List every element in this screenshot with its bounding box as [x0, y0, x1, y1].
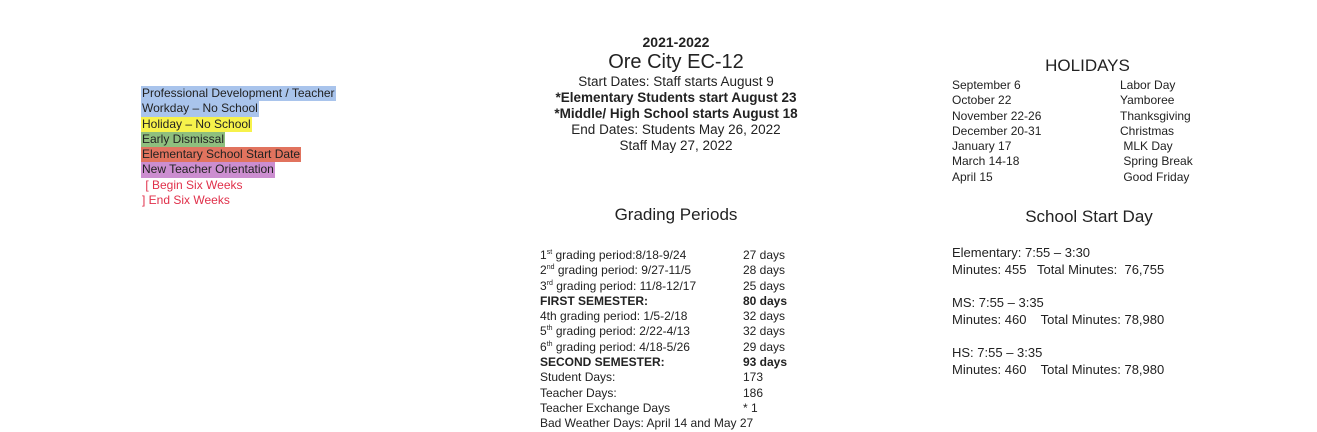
grading-periods-title: Grading Periods: [614, 205, 738, 224]
grading-row: [540, 370, 764, 385]
grading-row-label: [540, 279, 696, 294]
holiday-date: September 6: [952, 78, 1021, 92]
school-start-block: [952, 245, 1164, 278]
holiday-name: Spring Break: [1120, 154, 1193, 169]
holiday-name: Christmas: [1120, 123, 1175, 138]
grading-row-number: 6: [540, 339, 547, 354]
grading-row-label: [540, 340, 690, 355]
grading-periods-list: [540, 248, 788, 432]
legend-label: Workday – No School: [142, 101, 258, 116]
legend-item-end-six-weeks: [141, 193, 381, 208]
legend-item-workday: [141, 101, 381, 116]
legend-label: [ Begin Six Weeks: [142, 177, 243, 192]
end-dates: End Dates: Students May 26, 2022: [571, 122, 781, 137]
grading-row: [540, 339, 786, 355]
grading-row-suffix: th: [546, 340, 553, 348]
grading-row-value: 28 days: [743, 263, 786, 278]
legend-item-early-dismissal: [141, 132, 381, 147]
grading-row-value: 32 days: [743, 324, 786, 339]
grading-row-suffix: th: [546, 325, 553, 333]
grading-row: [540, 309, 786, 324]
school-start-block: [952, 345, 1164, 378]
grading-row-label: FIRST SEMESTER:: [540, 293, 649, 308]
grading-row-text: grading period: 9/27-11/5: [554, 263, 692, 278]
grading-row-value: 186: [743, 385, 764, 400]
holiday-row: [952, 124, 1212, 139]
elementary-start: *Elementary Students start August 23: [555, 90, 797, 105]
grading-row: [540, 293, 788, 309]
legend-label: Holiday – No School: [142, 116, 251, 131]
grading-row-text: grading period:8/18-9/24: [552, 248, 687, 262]
grading-row-label: Teacher Exchange Days: [540, 400, 671, 415]
grading-row-suffix: st: [546, 249, 553, 256]
holiday-date: October 22: [952, 93, 1012, 108]
grading-row-suffix: nd: [546, 264, 555, 272]
grading-row: [540, 385, 764, 401]
grading-row: [540, 278, 786, 294]
holiday-name: Good Friday: [1120, 169, 1190, 184]
holiday-date: December 20-31: [952, 123, 1042, 138]
school-start-hours: HS: 7:55 – 3:35: [952, 345, 1043, 360]
start-dates: Start Dates: Staff starts August 9: [578, 74, 774, 89]
school-start-minutes: Minutes: 455 Total Minutes: 76,755: [952, 261, 1165, 277]
holiday-row: [952, 109, 1212, 124]
legend-label: New Teacher Orientation: [142, 162, 274, 177]
legend-item-pd-teacher: [141, 86, 381, 101]
grading-row-value: 29 days: [743, 339, 786, 354]
grading-row-label: SECOND SEMESTER:: [540, 355, 665, 370]
school-name: Ore City EC-12: [608, 51, 744, 73]
grading-row: [540, 263, 786, 278]
school-start-minutes: Minutes: 460 Total Minutes: 78,980: [952, 311, 1165, 327]
calendar-header: [500, 34, 852, 154]
holiday-date: November 22-26: [952, 108, 1042, 123]
grading-row-value: 25 days: [743, 278, 786, 293]
grading-row-value: 173: [743, 370, 764, 385]
grading-row-value: 80 days: [743, 293, 788, 308]
school-start-day-list: [952, 245, 1164, 395]
holiday-name: Thanksgiving: [1120, 108, 1191, 123]
middle-high-start: *Middle/ High School starts August 18: [554, 106, 798, 121]
grading-row-text: grading period: 4/18-5/26: [552, 339, 690, 354]
legend-item-holiday: [141, 117, 381, 132]
grading-row-number: 1: [540, 248, 547, 262]
grading-row-number: 5: [540, 324, 547, 339]
grading-row: [540, 355, 788, 370]
grading-row-label: Teacher Days:: [540, 385, 617, 400]
grading-row-label: [540, 324, 690, 339]
holiday-name: MLK Day: [1120, 139, 1173, 154]
holidays-title: HOLIDAYS: [1045, 56, 1130, 75]
grading-row: [540, 324, 786, 339]
holiday-date: January 17: [952, 139, 1012, 154]
legend-label: Professional Development / Teacher: [142, 86, 335, 100]
grading-row: [540, 248, 786, 263]
holiday-row: [952, 78, 1212, 93]
grading-row-label: [540, 248, 686, 263]
grading-row-label: [540, 263, 691, 278]
holidays-list: [952, 78, 1212, 185]
holiday-name: Labor Day: [1120, 78, 1176, 92]
holiday-row: [952, 93, 1212, 108]
grading-row-value: 93 days: [743, 355, 788, 370]
legend-label: Early Dismissal: [142, 131, 225, 146]
holiday-name: Yamboree: [1120, 93, 1175, 108]
grading-row: [540, 400, 758, 416]
legend: [141, 86, 381, 208]
legend-item-elem-start: [141, 147, 381, 162]
grading-row-text: grading period: 2/22-4/13: [552, 324, 690, 339]
grading-row-number: 3: [540, 278, 547, 293]
school-year: 2021-2022: [642, 34, 710, 50]
school-start-block: [952, 295, 1164, 328]
staff-end: Staff May 27, 2022: [619, 138, 733, 153]
holiday-row: [952, 170, 1212, 185]
legend-label: Elementary School Start Date: [142, 147, 301, 162]
legend-label: ] End Six Weeks: [142, 193, 230, 208]
grading-row-value: * 1: [743, 400, 758, 415]
holiday-row: [952, 154, 1212, 169]
holiday-row: [952, 139, 1212, 154]
grading-row-value: 32 days: [743, 309, 786, 324]
legend-item-new-teacher: [141, 162, 381, 177]
grading-row-suffix: rd: [546, 279, 553, 287]
holiday-date: April 15: [952, 169, 993, 184]
holiday-date: March 14-18: [952, 154, 1020, 169]
grading-row-number: 2: [540, 263, 547, 278]
school-start-day-title: School Start Day: [1025, 207, 1153, 226]
bad-weather-days: Bad Weather Days: April 14 and May 27: [540, 416, 754, 431]
grading-row-label: 4th grading period: 1/5-2/18: [540, 309, 688, 324]
school-start-minutes: Minutes: 460 Total Minutes: 78,980: [952, 361, 1165, 377]
grading-row-label: Student Days:: [540, 370, 616, 385]
legend-item-begin-six-weeks: [141, 178, 381, 193]
grading-row-text: grading period: 11/8-12/17: [552, 278, 697, 293]
school-start-hours: Elementary: 7:55 – 3:30: [952, 245, 1091, 260]
school-start-hours: MS: 7:55 – 3:35: [952, 295, 1044, 310]
grading-row-value: 27 days: [743, 248, 786, 262]
